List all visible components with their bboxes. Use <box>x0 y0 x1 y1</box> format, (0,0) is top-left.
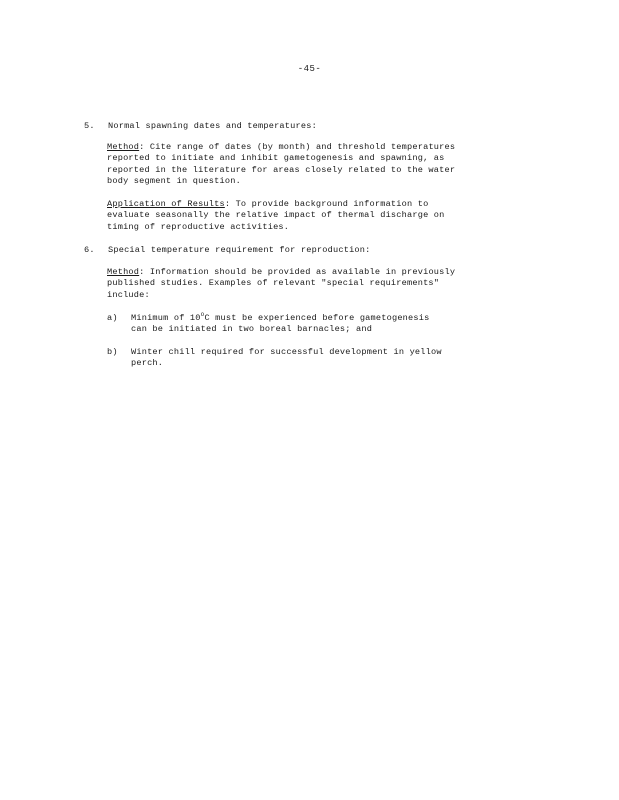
sub-b-line-1: Winter chill required for successful development in yellow <box>131 347 442 357</box>
sub-a-suffix: C must be experienced before gametogenesis <box>204 313 430 323</box>
sub-b-marker: b) <box>107 347 118 357</box>
item-5-method-line-3: reported in the literature for areas closely related to the water <box>107 164 456 175</box>
item-5-application-line-2: evaluate seasonally the relative impact of thermal discharge on <box>107 210 445 221</box>
item-6-method-paragraph <box>107 267 507 301</box>
page-number: -45- <box>297 64 322 74</box>
item-6-method-line-3: include: <box>107 289 150 300</box>
item-5-method-line-1: : Cite range of dates (by month) and threshold temperatures <box>139 142 456 152</box>
item-5-application-paragraph <box>107 199 507 233</box>
item-6-number: 6. <box>84 245 95 255</box>
item-5-application-label: Application of Results <box>107 199 225 209</box>
sub-a-prefix: Minimum of 10 <box>131 313 201 323</box>
degree-superscript: o <box>200 311 205 319</box>
item-5-application-line-3: timing of reproductive activities. <box>107 221 290 232</box>
item-5-application-line-1: : To provide background information to <box>224 199 429 209</box>
item-5-method-line-2: reported to initiate and inhibit gametogenesis and spawning, as <box>107 153 445 164</box>
item-6-method-label: Method <box>107 267 140 277</box>
sub-b-line-2: perch. <box>131 358 164 369</box>
item-6-heading: Special temperature requirement for reproduction: <box>108 245 371 255</box>
item-5-method-paragraph <box>107 142 507 188</box>
sub-a-line-2: can be initiated in two boreal barnacles; and <box>131 324 373 335</box>
sub-a-marker: a) <box>107 313 118 323</box>
item-5-number: 5. <box>84 121 95 131</box>
item-6-method-line-1: : Information should be provided as available in previously <box>139 267 456 277</box>
item-6-method-line-2: published studies. Examples of relevant "special requirements" <box>107 278 440 289</box>
item-5-method-line-4: body segment in question. <box>107 176 241 187</box>
item-5-heading: Normal spawning dates and temperatures: <box>108 121 317 131</box>
item-5-method-label: Method <box>107 142 140 152</box>
